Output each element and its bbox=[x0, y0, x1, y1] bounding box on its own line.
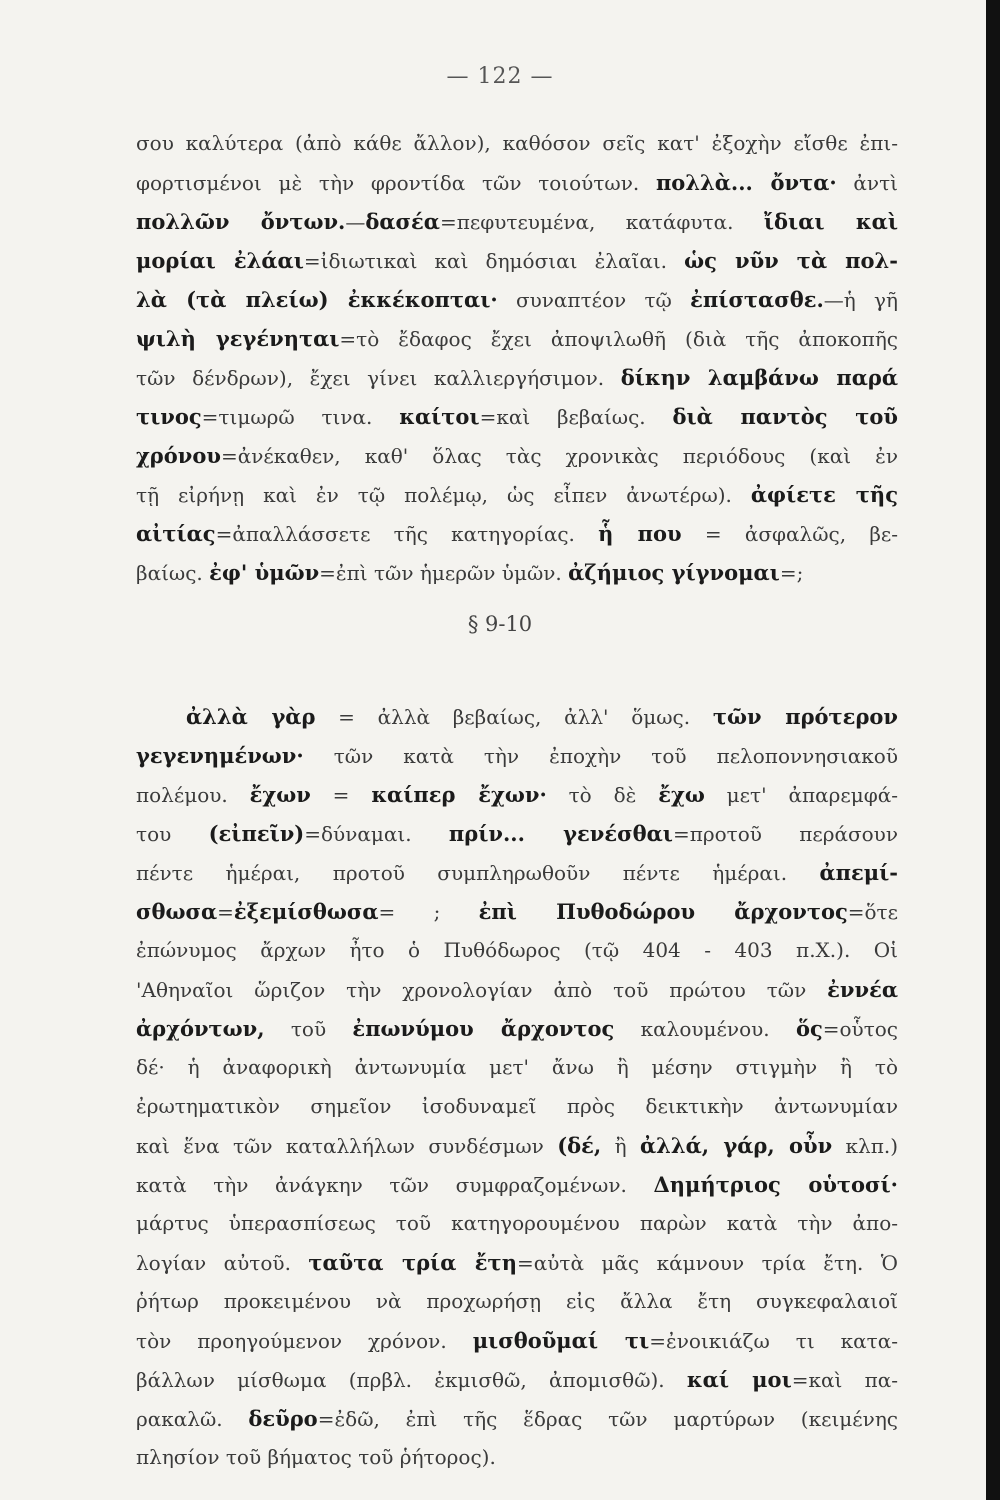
lemma: ἀζήμιος γίγνομαι bbox=[568, 560, 780, 585]
text-line bbox=[136, 163, 898, 202]
text-line bbox=[136, 775, 898, 814]
gloss-text: = ; bbox=[378, 900, 479, 924]
text-line bbox=[136, 1009, 898, 1048]
gloss-text: = bbox=[217, 900, 234, 924]
lemma: ψιλὴ γεγένηται bbox=[136, 326, 340, 351]
text-line bbox=[136, 970, 898, 1009]
text-line bbox=[136, 931, 898, 970]
text-line bbox=[136, 553, 898, 592]
lemma: ταῦτα τρία ἔτη bbox=[308, 1250, 517, 1275]
lemma: μισθοῦμαί τι bbox=[472, 1328, 650, 1353]
lemma: σθωσα bbox=[136, 899, 218, 924]
gloss-text: =τιμωρῶ τινα. bbox=[201, 405, 400, 429]
gloss-text: —ἡ γῆ bbox=[823, 288, 898, 312]
lemma: καίπερ ἔχων· bbox=[371, 782, 547, 807]
text-line bbox=[136, 1399, 898, 1438]
text-line bbox=[136, 1165, 898, 1204]
lemma: δεῦρο bbox=[248, 1406, 318, 1431]
text-line bbox=[136, 1087, 898, 1126]
lemma: καίτοι bbox=[399, 404, 480, 429]
gloss-text: ἐπώνυμος ἄρχων ἦτο ὁ Πυθόδωρος (τῷ 404 - 403 π.Χ.). Οἱ bbox=[136, 938, 898, 962]
gloss-text: τῇ εἰρήνῃ καὶ ἐν τῷ πολέμῳ, ὡς εἶπεν ἀνωτέρω). bbox=[136, 483, 751, 507]
text-line bbox=[136, 1048, 898, 1087]
commentary-block-1 bbox=[136, 124, 898, 592]
gloss-text: τὸν προηγούμενον χρόνον. bbox=[136, 1329, 473, 1353]
text-line bbox=[136, 1360, 898, 1399]
text-line bbox=[136, 1126, 898, 1165]
gloss-text: =; bbox=[779, 561, 804, 585]
gloss-text: σου καλύτερα (ἀπὸ κάθε ἄλλον), καθόσον σεῖς κατ' ἐξοχὴν εἴσθε ἐπι- bbox=[136, 131, 898, 155]
text-line bbox=[136, 202, 898, 241]
gloss-text: =δύναμαι. bbox=[304, 822, 449, 846]
gloss-text: =αὐτὰ μᾶς κάμνουν τρία ἔτη. Ὁ bbox=[516, 1251, 898, 1275]
lemma: λὰ (τὰ πλείω) ἐκκέκοπται· bbox=[136, 287, 498, 312]
text-line bbox=[136, 1282, 898, 1321]
gloss-text: = ἀλλὰ βεβαίως, ἀλλ' ὅμως. bbox=[315, 705, 713, 729]
text-line bbox=[136, 814, 898, 853]
lemma: ἧ που bbox=[598, 521, 682, 546]
gloss-text: ῥήτωρ προκειμένου νὰ προχωρήσῃ εἰς ἄλλα ἔτη συγκεφαλαιοῖ bbox=[136, 1289, 898, 1313]
gloss-text: του bbox=[136, 822, 209, 846]
gloss-text: μάρτυς ὑπερασπίσεως τοῦ κατηγορουμένου παρὼν κατὰ τὴν ἀπο- bbox=[136, 1211, 898, 1235]
text-line bbox=[136, 697, 898, 736]
lemma: ἐπίστασθε. bbox=[690, 287, 824, 312]
text-line bbox=[136, 124, 898, 163]
lemma: ἀλλὰ γὰρ bbox=[186, 704, 316, 729]
gloss-text: κλπ.) bbox=[832, 1134, 898, 1158]
text-line bbox=[136, 358, 898, 397]
gloss-text: =ἀνέκαθεν, καθ' ὅλας τὰς χρονικὰς περιόδους (καὶ ἐν bbox=[220, 444, 898, 468]
gloss-text: =ἐπὶ τῶν ἡμερῶν ὑμῶν. bbox=[319, 561, 569, 585]
gloss-text: τῶν κατὰ τὴν ἐποχὴν τοῦ πελοποννησιακοῦ bbox=[303, 744, 898, 768]
gloss-text: κατὰ τὴν ἀνάγκην τῶν συμφραζομένων. bbox=[136, 1173, 654, 1197]
gloss-text: =πεφυτευμένα, κατάφυτα. bbox=[439, 210, 764, 234]
gloss-text: τῶν δένδρων), ἔχει γίνει καλλιεργήσιμον. bbox=[136, 366, 621, 390]
gloss-text: φορτισμένοι μὲ τὴν φροντίδα τῶν τοιούτων. bbox=[136, 171, 656, 195]
text-line bbox=[136, 280, 898, 319]
lemma: πρίν... γενέσθαι bbox=[448, 821, 673, 846]
lemma: χρόνου bbox=[136, 443, 221, 468]
text-line bbox=[136, 736, 898, 775]
gloss-text: =καὶ πα- bbox=[791, 1368, 898, 1392]
text-line bbox=[136, 397, 898, 436]
gloss-text: = bbox=[310, 783, 372, 807]
gloss-text: καλουμένου. bbox=[614, 1017, 796, 1041]
text-line bbox=[136, 1243, 898, 1282]
lemma: πολλῶν ὄντων. bbox=[136, 209, 346, 234]
gloss-text: ἀντὶ bbox=[836, 171, 898, 195]
lemma: ἐξεμίσθωσα bbox=[233, 899, 379, 924]
gloss-text: =καὶ βεβαίως. bbox=[479, 405, 673, 429]
gloss-text: =ἰδιωτικαὶ καὶ δημόσιαι ἐλαῖαι. bbox=[303, 249, 685, 273]
lemma: πολλὰ... ὄντα· bbox=[655, 170, 837, 195]
gloss-text: καὶ ἕνα τῶν καταλλήλων συνδέσμων bbox=[136, 1134, 558, 1158]
text-line bbox=[136, 892, 898, 931]
lemma: (δέ, bbox=[557, 1133, 602, 1158]
text-line bbox=[136, 514, 898, 553]
lemma: Δημήτριος οὑτοσί· bbox=[653, 1172, 898, 1197]
lemma: δίκην λαμβάνω παρά bbox=[620, 365, 898, 390]
gloss-text: =ἀπαλλάσσετε τῆς κατηγορίας. bbox=[215, 522, 599, 546]
lemma: ἐννέα bbox=[827, 977, 898, 1002]
lemma: ἐφ' ὑμῶν bbox=[209, 560, 320, 585]
scan-edge bbox=[986, 0, 1000, 1500]
lemma: ὅς bbox=[795, 1016, 823, 1041]
gloss-text: βαίως. bbox=[136, 561, 210, 585]
gloss-text: τοῦ bbox=[264, 1017, 353, 1041]
gloss-text: =ὅτε bbox=[847, 900, 898, 924]
gloss-text: πολέμου. bbox=[136, 783, 250, 807]
page-number: — 122 — bbox=[446, 64, 554, 89]
gloss-text: πέντε ἡμέραι, προτοῦ συμπληρωθοῦν πέντε ἡμέραι. bbox=[136, 861, 820, 885]
lemma: ἀφίετε τῆς bbox=[750, 482, 898, 507]
text-line bbox=[136, 475, 898, 514]
lemma: γεγενημένων· bbox=[136, 743, 304, 768]
lemma: ἀπεμί- bbox=[819, 860, 898, 885]
gloss-text: λογίαν αὐτοῦ. bbox=[136, 1251, 309, 1275]
gloss-text: ἐρωτηματικὸν σημεῖον ἰσοδυναμεῖ πρὸς δεικτικὴν ἀντωνυμίαν bbox=[136, 1094, 898, 1118]
lemma: ἐπωνύμου ἄρχοντος bbox=[352, 1016, 615, 1041]
lemma: καί μοι bbox=[686, 1367, 792, 1392]
text-line bbox=[136, 1321, 898, 1360]
commentary-block-2 bbox=[136, 697, 898, 1477]
text-line bbox=[136, 1204, 898, 1243]
gloss-text: συναπτέον τῷ bbox=[497, 288, 691, 312]
gloss-text: βάλλων μίσθωμα (πρβλ. ἐκμισθῶ, ἀπομισθῶ). bbox=[136, 1368, 687, 1392]
gloss-text: δέ· ἡ ἀναφορικὴ ἀντωνυμία μετ' ἄνω ἢ μέσην στιγμὴν ἢ τὸ bbox=[136, 1055, 898, 1079]
lemma: τινος bbox=[136, 404, 202, 429]
lemma: ἀλλά, γάρ, οὖν bbox=[639, 1133, 833, 1158]
lemma: ἴδιαι καὶ bbox=[763, 209, 898, 234]
lemma: αἰτίας bbox=[136, 521, 216, 546]
text-line bbox=[136, 241, 898, 280]
lemma: δασέα bbox=[365, 209, 440, 234]
gloss-text: =τὸ ἔδαφος ἔχει ἀποψιλωθῆ (διὰ τῆς ἀποκοπῆς bbox=[339, 327, 898, 351]
lemma: ἔχων bbox=[249, 782, 311, 807]
text-line bbox=[136, 853, 898, 892]
gloss-text: =ἐνοικιάζω τι κατα- bbox=[649, 1329, 898, 1353]
lemma: τῶν πρότερον bbox=[712, 704, 898, 729]
gloss-text: ρακαλῶ. bbox=[136, 1407, 249, 1431]
gloss-text: μετ' ἀπαρεμφά- bbox=[704, 783, 898, 807]
gloss-text: πλησίον τοῦ βήματος τοῦ ῥήτορος). bbox=[136, 1445, 496, 1469]
lemma: διὰ παντὸς τοῦ bbox=[672, 404, 898, 429]
lemma: ἐπὶ Πυθοδώρου ἄρχοντος bbox=[478, 899, 848, 924]
lemma: ἔχω bbox=[658, 782, 705, 807]
section-heading: § 9-10 bbox=[467, 612, 533, 636]
lemma: ἀρχόντων, bbox=[136, 1016, 265, 1041]
gloss-text: — bbox=[345, 210, 366, 234]
text-line bbox=[136, 319, 898, 358]
lemma: μορίαι ἐλάαι bbox=[136, 248, 304, 273]
lemma: ὡς νῦν τὰ πολ- bbox=[684, 248, 898, 273]
gloss-text: 'Αθηναῖοι ὥριζον τὴν χρονολογίαν ἀπὸ τοῦ πρώτου τῶν bbox=[136, 978, 828, 1002]
gloss-text: = ἀσφαλῶς, βε- bbox=[681, 522, 898, 546]
text-line bbox=[136, 436, 898, 475]
gloss-text: =προτοῦ περάσουν bbox=[672, 822, 898, 846]
lemma: (εἰπεῖν) bbox=[208, 821, 305, 846]
gloss-text: τὸ δὲ bbox=[546, 783, 659, 807]
gloss-text: ἢ bbox=[601, 1134, 640, 1158]
text-line bbox=[136, 1438, 898, 1477]
gloss-text: =ἐδῶ, ἐπὶ τῆς ἕδρας τῶν μαρτύρων (κειμένης bbox=[317, 1407, 898, 1431]
gloss-text: =οὗτος bbox=[822, 1017, 898, 1041]
